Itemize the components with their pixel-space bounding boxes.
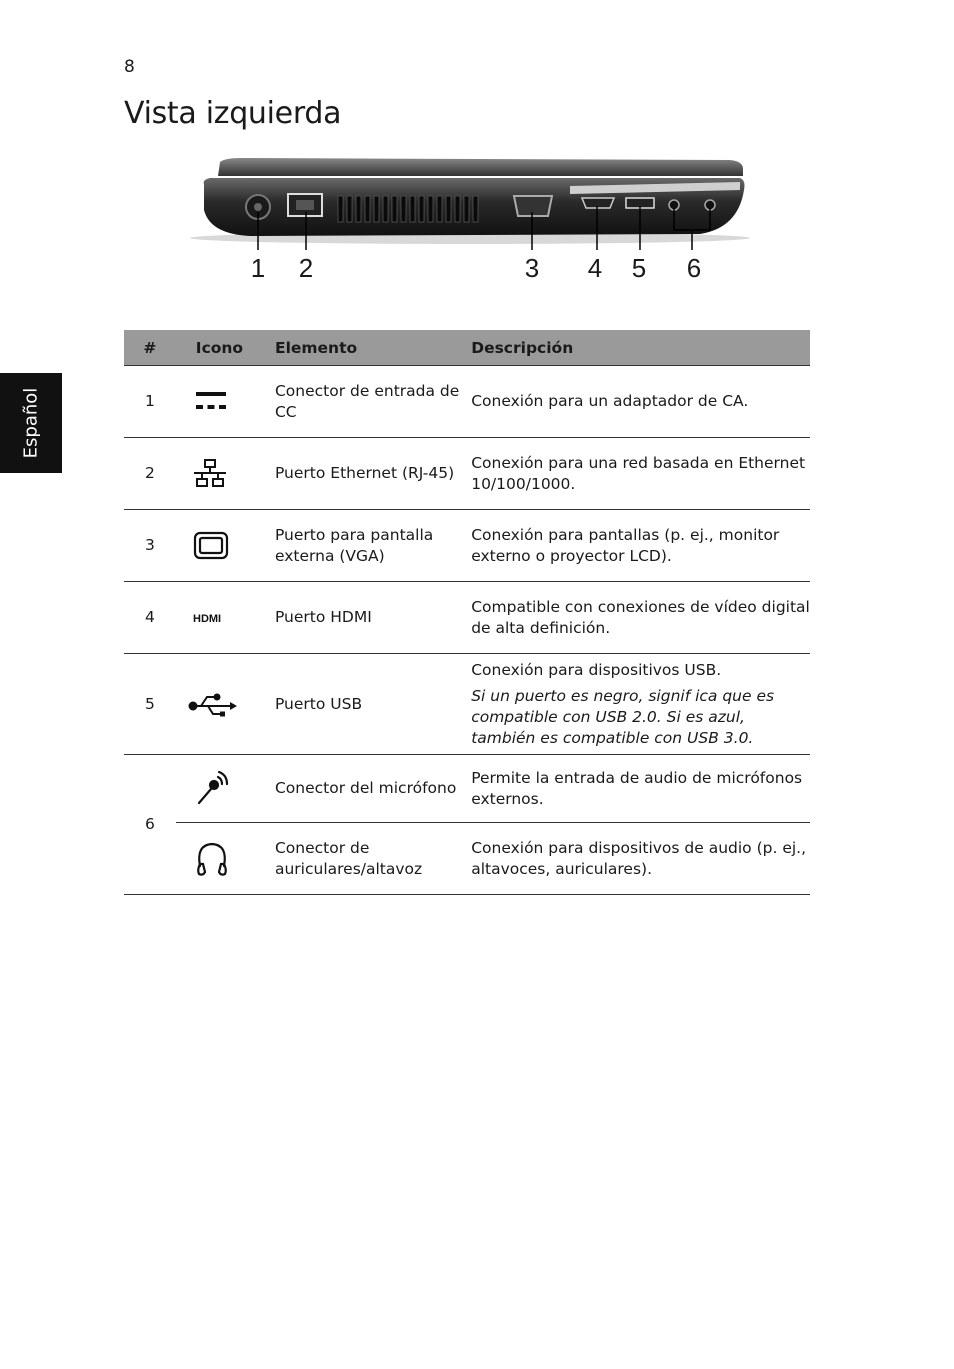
- ports-table: [124, 330, 810, 895]
- row-description: Conexión para un adaptador de CA.: [471, 366, 810, 438]
- row-description: Conexión para dispositivos USB.: [471, 660, 722, 679]
- row-description: Conexión para pantallas (p. ej., monitor externo o proyector LCD).: [471, 510, 810, 582]
- usb-icon: [188, 690, 238, 718]
- side-tab-label: Español: [20, 387, 42, 459]
- laptop-left-view-figure: [180, 150, 760, 295]
- row-element: Puerto para pantalla externa (VGA): [275, 510, 471, 582]
- table-row: [124, 755, 810, 823]
- header-icon: Icono: [176, 330, 275, 366]
- page-title: Vista izquierda: [124, 96, 342, 131]
- page-number: 8: [124, 57, 135, 77]
- hdmi-icon-text: HDMI: [192, 612, 221, 625]
- row-element: Conector de entrada de CC: [275, 366, 471, 438]
- ethernet-icon: [188, 458, 232, 490]
- table-row: [124, 654, 810, 755]
- table-row: [124, 582, 810, 654]
- callout-5: 5: [631, 253, 647, 283]
- table-header-row: [124, 330, 810, 366]
- row-num: 3: [124, 510, 176, 582]
- callout-6: 6: [686, 253, 702, 283]
- row-num: 2: [124, 438, 176, 510]
- row-description-note: Si un puerto es negro, signif ica que es compatible con USB 2.0. Si es azul, también es compatible con USB 3.0.: [471, 686, 775, 747]
- row-icon-cell: [176, 755, 275, 823]
- language-side-tab: [0, 373, 62, 473]
- row-icon-cell: [176, 510, 275, 582]
- table-row: [124, 510, 810, 582]
- row-icon-cell: [176, 366, 275, 438]
- header-num: #: [124, 330, 176, 366]
- hdmi-icon: [188, 608, 232, 628]
- row-icon-cell: [176, 654, 275, 755]
- table-row: [124, 438, 810, 510]
- row-description: Compatible con conexiones de vídeo digital de alta definición.: [471, 582, 810, 654]
- row-num: 6: [124, 755, 176, 895]
- row-description: Conexión para una red basada en Ethernet 10/100/1000.: [471, 438, 810, 510]
- callout-4: 4: [587, 253, 603, 283]
- row-description-cell: [471, 654, 810, 755]
- headphones-icon: [188, 840, 232, 878]
- callout-2: 2: [298, 253, 314, 283]
- row-description: Permite la entrada de audio de micrófonos externos.: [471, 755, 810, 823]
- dc-power-icon: [188, 387, 232, 417]
- row-num: 4: [124, 582, 176, 654]
- table-row: [124, 823, 810, 895]
- callout-1: 1: [250, 253, 266, 283]
- row-element: Puerto HDMI: [275, 582, 471, 654]
- row-element: Conector de auriculares/altavoz: [275, 823, 471, 895]
- header-element: Elemento: [275, 330, 471, 366]
- row-description: Conexión para dispositivos de audio (p. ej., altavoces, auriculares).: [471, 823, 810, 895]
- vga-display-icon: [188, 530, 232, 562]
- row-element: Conector del micrófono: [275, 755, 471, 823]
- row-element: Puerto USB: [275, 654, 471, 755]
- row-icon-cell: [176, 582, 275, 654]
- microphone-icon: [188, 770, 232, 808]
- header-description: Descripción: [471, 330, 810, 366]
- row-icon-cell: [176, 823, 275, 895]
- row-num: 1: [124, 366, 176, 438]
- table-row: [124, 366, 810, 438]
- callout-3: 3: [524, 253, 540, 283]
- laptop-side-illustration: [180, 150, 760, 250]
- row-num: 5: [124, 654, 176, 755]
- row-icon-cell: [176, 438, 275, 510]
- row-element: Puerto Ethernet (RJ-45): [275, 438, 471, 510]
